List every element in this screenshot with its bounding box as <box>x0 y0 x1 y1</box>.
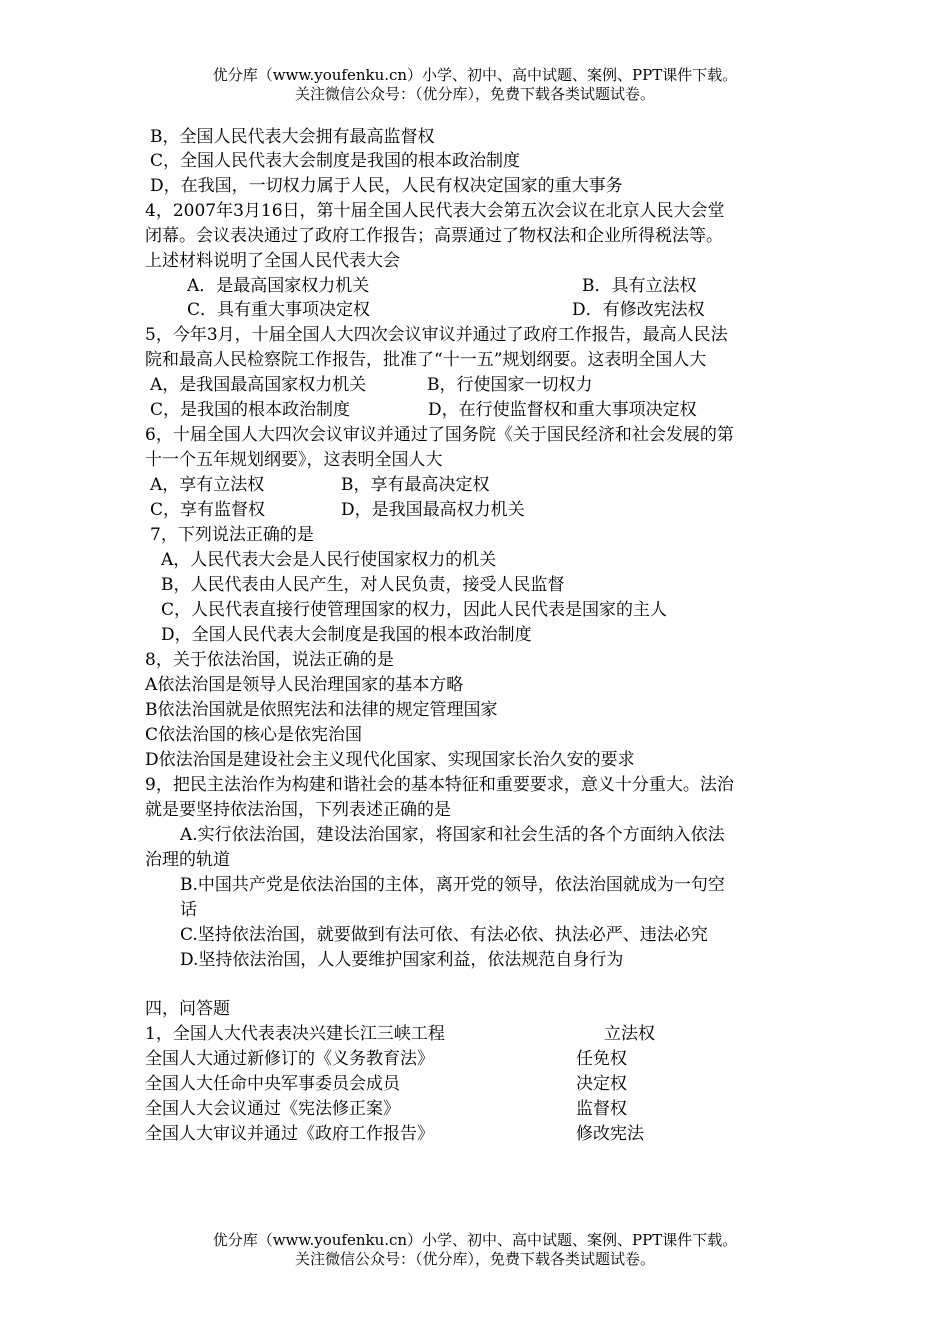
q6-option-c: C，享有监督权 <box>150 500 266 520</box>
page-header-line1: 优分库（www.youfenku.cn）小学、初中、高中试题、案例、PPT课件下载。 <box>212 66 738 84</box>
q5-option-a: A，是我国最高国家权力机关 <box>150 375 367 395</box>
q5-option-c: C，是我国的根本政治制度 <box>150 400 351 420</box>
q5-stem-line1: 5，今年3月，十届全国人大四次会议审议并通过了政府工作报告，最高人民法 <box>145 325 728 345</box>
page-footer-line1: 优分库（www.youfenku.cn）小学、初中、高中试题、案例、PPT课件下载。 <box>212 1231 738 1249</box>
q4-stem-line2: 闭幕。会议表决通过了政府工作报告；高票通过了物权法和企业所得税法等。 <box>145 226 723 246</box>
q4-option-a: A．是最高国家权力机关 <box>187 276 370 296</box>
q5-option-d: D，在行使监督权和重大事项决定权 <box>428 400 697 420</box>
q8-option-b: B依法治国就是依照宪法和法律的规定管理国家 <box>145 700 498 720</box>
q6-option-b: B，享有最高决定权 <box>341 475 490 495</box>
q9-option-c: C.坚持依法治国，就要做到有法可依、有法必依、执法必严、违法必究 <box>180 925 708 945</box>
q9-option-d: D.坚持依法治国，人人要维护国家利益，依法规范自身行为 <box>180 950 624 970</box>
matching-row-left: 全国人大审议并通过《政府工作报告》 <box>145 1124 434 1144</box>
matching-row-left: 1，全国人大代表表决兴建长江三峡工程 <box>145 1024 445 1044</box>
q7-option-d: D，全国人民代表大会制度是我国的根本政治制度 <box>161 625 532 645</box>
matching-row-left: 全国人大会议通过《宪法修正案》 <box>145 1099 400 1119</box>
q4-option-b: B．具有立法权 <box>582 276 697 296</box>
matching-row-right: 任免权 <box>576 1049 627 1069</box>
q4-stem-line3: 上述材料说明了全国人民代表大会 <box>145 251 400 271</box>
q3-option-d: D，在我国，一切权力属于人民，人民有权决定国家的重大事务 <box>150 176 623 196</box>
q8-option-c: C依法治国的核心是依宪治国 <box>145 725 363 745</box>
q7-stem: 7，下列说法正确的是 <box>150 525 314 545</box>
page-footer-line2: 关注微信公众号：（优分库），免费下载各类试题试卷。 <box>294 1250 655 1268</box>
q3-option-b: B，全国人民代表大会拥有最高监督权 <box>150 127 435 147</box>
matching-row-right: 监督权 <box>576 1099 627 1119</box>
q3-option-c: C，全国人民代表大会制度是我国的根本政治制度 <box>150 151 521 171</box>
q5-stem-line2: 院和最高人民检察院工作报告，批准了“十一五”规划纲要。这表明全国人大 <box>145 350 707 370</box>
matching-row-left: 全国人大通过新修订的《义务教育法》 <box>145 1049 434 1069</box>
matching-row-right: 立法权 <box>604 1024 655 1044</box>
q9-option-a-line2: 治理的轨道 <box>145 850 230 870</box>
q4-stem-line1: 4，2007年3月16日，第十届全国人民代表大会第五次会议在北京人民大会堂 <box>145 201 725 221</box>
q5-option-b: B，行使国家一切权力 <box>427 375 593 395</box>
q4-option-c: C．具有重大事项决定权 <box>187 300 371 320</box>
q9-option-a-line1: A.实行依法治国，建设法治国家，将国家和社会生活的各个方面纳入依法 <box>180 825 725 845</box>
q8-stem: 8，关于依法治国，说法正确的是 <box>145 650 394 670</box>
q9-option-b-line2: 话 <box>180 900 197 920</box>
q9-stem-line1: 9，把民主法治作为构建和谐社会的基本特征和重要要求，意义十分重大。法治 <box>145 775 734 795</box>
q4-option-d: D．有修改宪法权 <box>572 300 705 320</box>
matching-row-right: 决定权 <box>576 1074 627 1094</box>
q9-option-b-line1: B.中国共产党是依法治国的主体，离开党的领导，依法治国就成为一句空 <box>180 875 725 895</box>
matching-row-right: 修改宪法 <box>576 1124 644 1144</box>
section-4-title: 四，问答题 <box>145 999 230 1019</box>
q8-option-a: A依法治国是领导人民治理国家的基本方略 <box>145 675 464 695</box>
q6-stem-line2: 十一个五年规划纲要》，这表明全国人大 <box>145 450 443 470</box>
q6-option-d: D，是我国最高权力机关 <box>341 500 525 520</box>
q6-stem-line1: 6，十届全国人大四次会议审议并通过了国务院《关于国民经济和社会发展的第 <box>145 425 734 445</box>
page-header-line2: 关注微信公众号：（优分库），免费下载各类试题试卷。 <box>294 85 655 103</box>
q7-option-b: B，人民代表由人民产生，对人民负责，接受人民监督 <box>161 575 565 595</box>
q7-option-a: A，人民代表大会是人民行使国家权力的机关 <box>161 550 497 570</box>
q6-option-a: A，享有立法权 <box>150 475 265 495</box>
q8-option-d: D依法治国是建设社会主义现代化国家、实现国家长治久安的要求 <box>145 750 635 770</box>
q7-option-c: C，人民代表直接行使管理国家的权力，因此人民代表是国家的主人 <box>161 600 668 620</box>
q9-stem-line2: 就是要坚持依法治国，下列表述正确的是 <box>145 800 451 820</box>
matching-row-left: 全国人大任命中央军事委员会成员 <box>145 1074 400 1094</box>
